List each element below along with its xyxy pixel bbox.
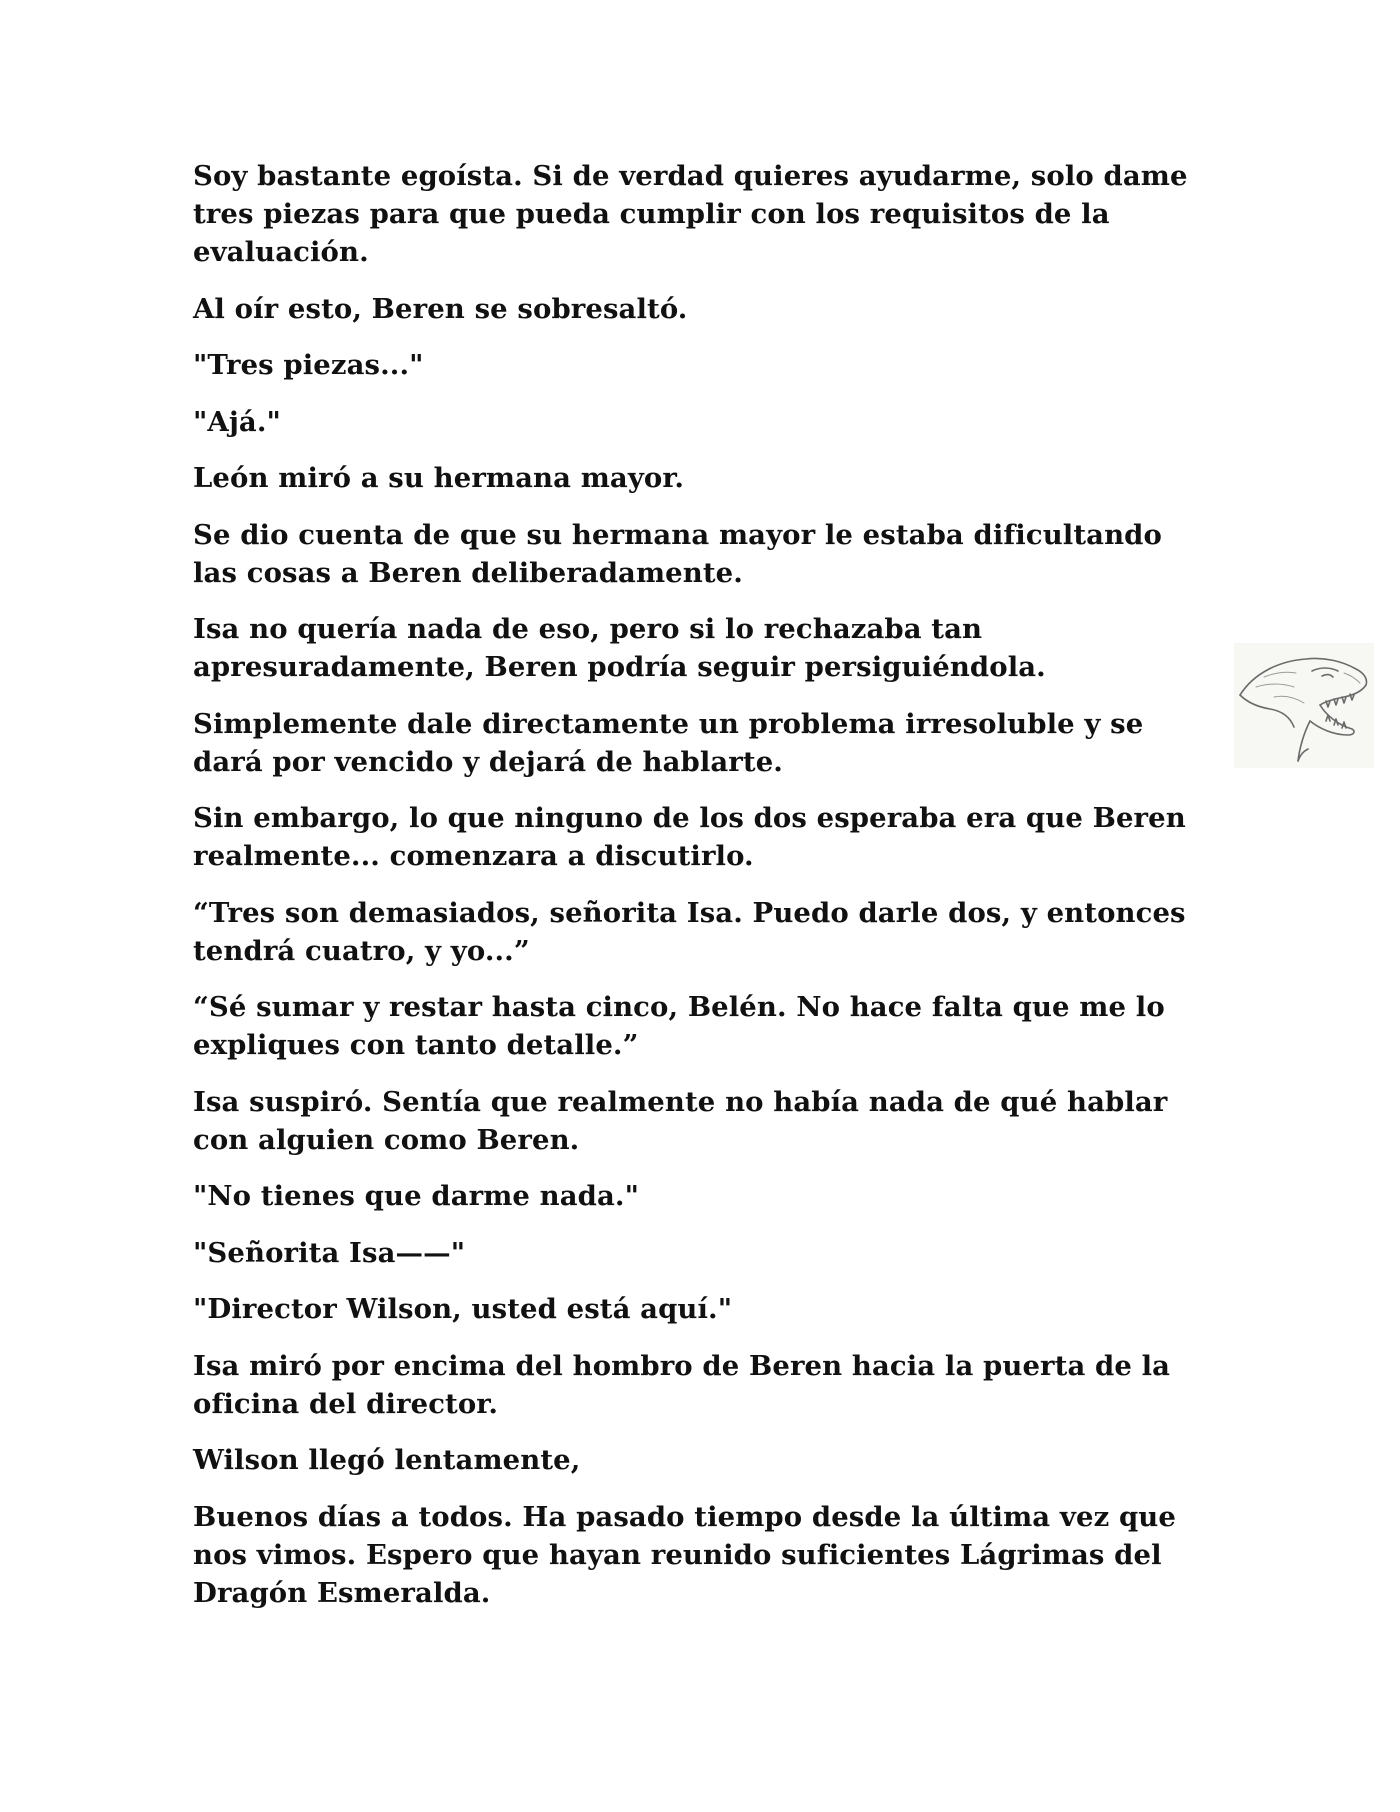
paragraph: Isa suspiró. Sentía que realmente no había nada de qué hablar con alguien como Beren. bbox=[193, 1085, 1168, 1156]
paragraph: Al oír esto, Beren se sobresaltó. bbox=[193, 292, 688, 325]
paragraph: Isa no quería nada de eso, pero si lo rechazaba tan apresuradamente, Beren podría seguir persiguiéndola. bbox=[193, 613, 1046, 683]
dinosaur-head-sketch-icon bbox=[1234, 643, 1374, 768]
text-body bbox=[193, 157, 1203, 1630]
paragraph: "Tres piezas..." bbox=[193, 349, 424, 381]
paragraph: Isa miró por encima del hombro de Beren hacia la puerta de la oficina del director. bbox=[193, 1349, 1171, 1420]
paragraph: León miró a su hermana mayor. bbox=[193, 462, 685, 494]
paragraph: Sin embargo, lo que ninguno de los dos esperaba era que Beren realmente... comenzara a discutirlo. bbox=[193, 802, 1186, 872]
paragraph: Buenos días a todos. Ha pasado tiempo desde la última vez que nos vimos. Espero que hayan reunido suficientes Lágrimas del Dragón Esmeralda. bbox=[193, 1500, 1176, 1609]
paragraph: Simplemente dale directamente un problema irresoluble y se dará por vencido y dejará de hablarte. bbox=[193, 707, 1144, 778]
paragraph: "No tienes que darme nada." bbox=[193, 1180, 640, 1212]
paragraph: "Señorita Isa——" bbox=[193, 1236, 466, 1269]
paragraph: “Sé sumar y restar hasta cinco, Belén. No hace falta que me lo expliques con tanto detalle.” bbox=[193, 991, 1165, 1061]
paragraph: Se dio cuenta de que su hermana mayor le estaba dificultando las cosas a Beren deliberadamente. bbox=[193, 518, 1162, 589]
paragraph: "Director Wilson, usted está aquí." bbox=[193, 1293, 733, 1325]
paragraph: Soy bastante egoísta. Si de verdad quieres ayudarme, solo dame tres piezas para que pueda cumplir con los requisitos de la evaluación. bbox=[193, 160, 1188, 268]
paragraph: Wilson llegó lentamente, bbox=[193, 1444, 581, 1476]
paragraph: “Tres son demasiados, señorita Isa. Puedo darle dos, y entonces tendrá cuatro, y yo...” bbox=[193, 896, 1186, 967]
paragraph: "Ajá." bbox=[193, 405, 281, 438]
